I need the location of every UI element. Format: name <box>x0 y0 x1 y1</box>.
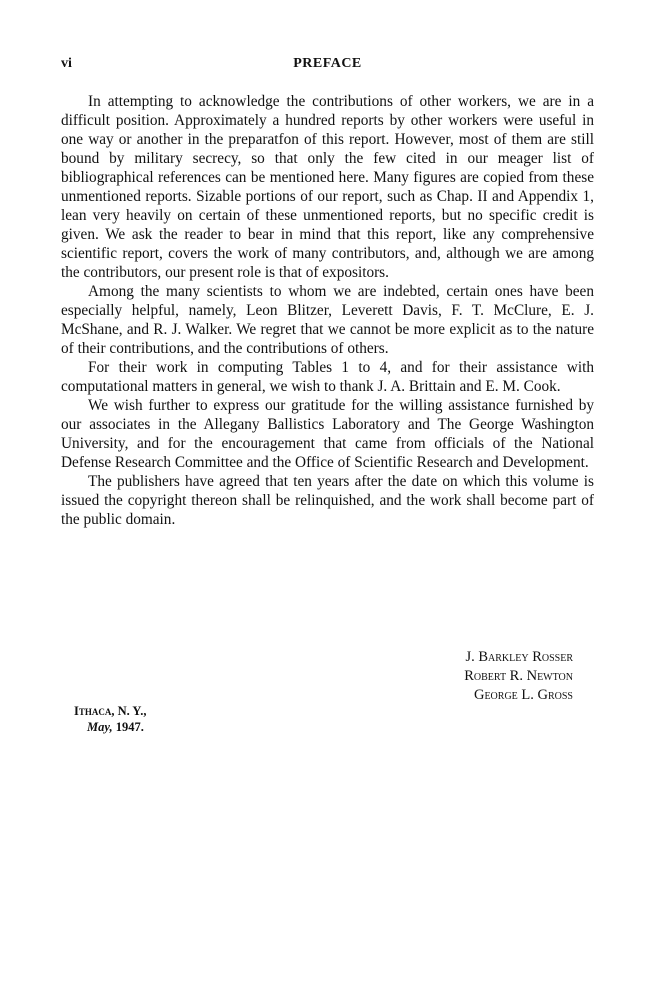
signature-gross: George L. Gross <box>473 687 573 703</box>
page-header <box>61 56 594 76</box>
date-year: 1947. <box>115 720 144 734</box>
paragraph-acknowledgment: In attempting to acknowledge the contributions of other workers, we are in a difficult position. Approximately a hundred reports by other workers were useful in one way or another in the preparatfon of this report. However, most of them are still bound by military secrecy, so that only the few cited in our meager list of bibliographical references can be mentioned here. Many figures are copied from these unmentioned reports. Sizable portions of our report, such as Chap. II and Appendix 1, lean very heavily on certain of these unmentioned reports, but no specific credit is given. We ask the reader to bear in mind that this report, like any comprehensive scientific report, covers the work of many contributors, and, although we are among the contributors, our present role is that of expositors. <box>61 93 594 281</box>
signature-newton: Robert R. Newton <box>464 668 573 684</box>
paragraph-copyright: The publishers have agreed that ten years after the date on which this volume is issued the copyright thereon shall be relinquished, and the work shall become part of the public domain. <box>61 473 594 528</box>
signature-block <box>380 648 573 705</box>
paragraph-scientists: Among the many scientists to whom we are indebted, certain ones have been especially helpful, namely, Leon Blitzer, Leverett Davis, F. T. McClure, E. J. McShane, and R. J. Walker. We regret that we cannot be more explicit as to the nature of their contributions, and the contributions of others. <box>61 283 594 357</box>
place-date <box>74 703 147 735</box>
signature-rosser: J. Barkley Rosser <box>465 649 573 665</box>
place-city: Ithaca, N. Y., <box>74 704 147 718</box>
date-month: May, <box>87 720 113 734</box>
paragraph-computing: For their work in computing Tables 1 to 4, and for their assistance with computational matters in general, we wish to thank J. A. Brittain and E. M. Cook. <box>61 359 594 395</box>
running-title: PREFACE <box>293 56 362 71</box>
paragraph-gratitude: We wish further to express our gratitude for the willing assistance furnished by our associates in the Allegany Ballistics Laboratory and The George Washington University, and for the encouragement that came from officials of the National Defense Research Committee and the Office of Scientific Research and Development. <box>61 397 594 471</box>
page-number: vi <box>61 56 72 71</box>
preface-body <box>61 92 594 529</box>
place-date-line <box>74 719 147 735</box>
